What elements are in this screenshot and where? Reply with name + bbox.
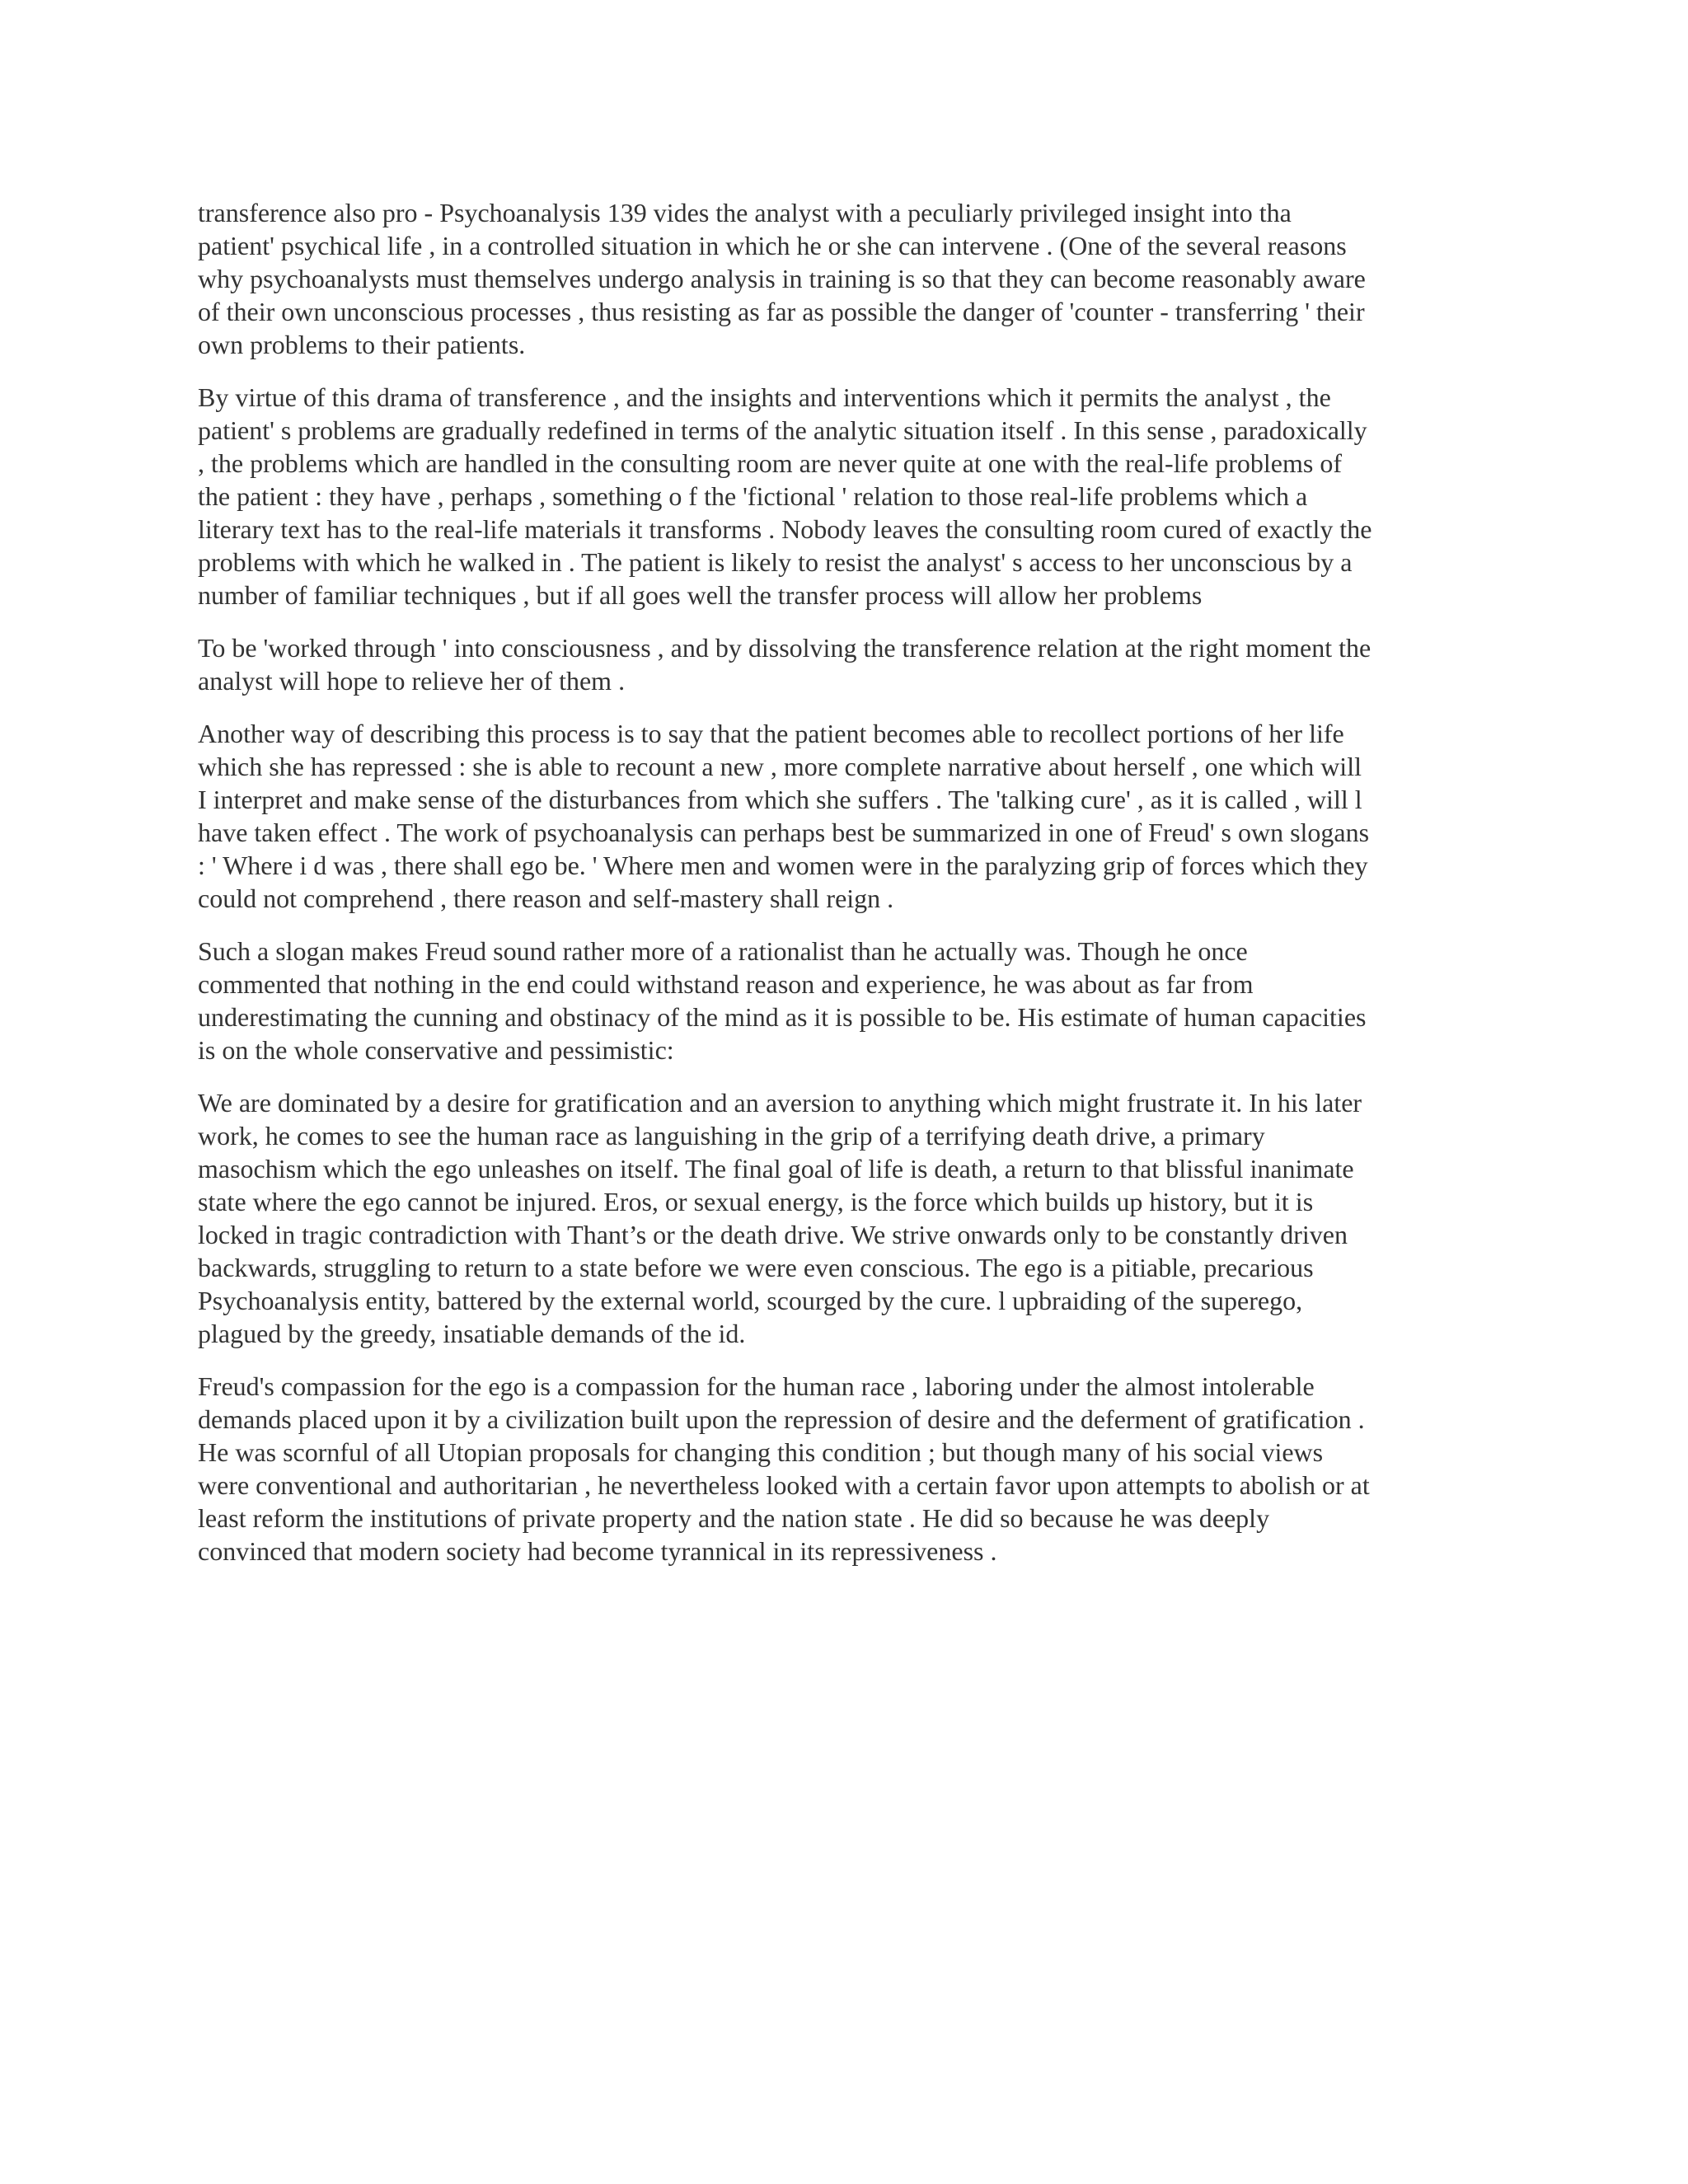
text-line: Such a slogan makes Freud sound rather more of a rationalist than he actually was. Though he once <box>198 936 1248 966</box>
text-line: could not comprehend , there reason and self-mastery shall reign . <box>198 883 894 913</box>
text-line: plagued by the greedy, insatiable demands of the id. <box>198 1319 746 1348</box>
text-line: To be 'worked through ' into consciousness , and by dissolving the transference relation at the right moment the <box>198 633 1372 663</box>
text-line: Another way of describing this process is to say that the patient becomes able to recollect portions of her life <box>198 719 1344 748</box>
text-line: the patient : they have , perhaps , something o f the 'fictional ' relation to those real-life problems which a <box>198 481 1308 511</box>
paragraph <box>198 196 1484 361</box>
text-line: why psychoanalysts must themselves undergo analysis in training is so that they can become reasonably aware <box>198 264 1366 293</box>
text-line: of their own unconscious processes , thus resisting as far as possible the danger of 'counter - transferring ' their <box>198 297 1365 326</box>
text-line: problems with which he walked in . The patient is likely to resist the analyst' s access to her unconscious by a <box>198 547 1353 577</box>
text-line: transference also pro - Psychoanalysis 139 vides the analyst with a peculiarly privileged insight into tha <box>198 198 1292 227</box>
text-line: number of familiar techniques , but if all goes well the transfer process will allow her problems <box>198 580 1203 610</box>
text-line: were conventional and authoritarian , he nevertheless looked with a certain favor upon attempts to abolish or at <box>198 1470 1370 1500</box>
text-line: literary text has to the real-life materials it transforms . Nobody leaves the consulting room cured of exactly the <box>198 514 1372 544</box>
paragraph <box>198 717 1484 915</box>
paragraph <box>198 1370 1484 1568</box>
text-line: He was scornful of all Utopian proposals for changing this condition ; but though many of his social views <box>198 1437 1324 1467</box>
text-line: patient' s problems are gradually redefined in terms of the analytic situation itself . In this sense , paradoxically <box>198 415 1367 445</box>
paragraph <box>198 631 1484 697</box>
text-line: : ' Where i d was , there shall ego be. ' Where men and women were in the paralyzing grip of forces which they <box>198 851 1368 880</box>
text-line: We are dominated by a desire for gratification and an aversion to anything which might frustrate it. In his later <box>198 1088 1362 1118</box>
text-line: locked in tragic contradiction with Thant’s or the death drive. We strive onwards only to be constantly driven <box>198 1220 1348 1249</box>
text-line: By virtue of this drama of transference , and the insights and interventions which it permits the analyst , the <box>198 382 1331 412</box>
text-line: work, he comes to see the human race as languishing in the grip of a terrifying death drive, a primary <box>198 1121 1265 1151</box>
text-line: , the problems which are handled in the consulting room are never quite at one with the real-life problems of <box>198 448 1342 478</box>
text-line: have taken effect . The work of psychoanalysis can perhaps best be summarized in one of Freud' s own slogans <box>198 818 1370 847</box>
text-line: convinced that modern society had become tyrannical in its repressiveness . <box>198 1536 997 1566</box>
text-line: demands placed upon it by a civilization built upon the repression of desire and the deferment of gratification . <box>198 1404 1365 1434</box>
text-line: is on the whole conservative and pessimistic: <box>198 1035 674 1065</box>
text-line: patient' psychical life , in a controlled situation in which he or she can intervene . (One of the several reasons <box>198 231 1347 260</box>
text-line: Psychoanalysis entity, battered by the external world, scourged by the cure. l upbraiding of the superego, <box>198 1286 1303 1315</box>
document-body <box>198 196 1484 1587</box>
text-line: backwards, struggling to return to a state before we were even conscious. The ego is a pitiable, precarious <box>198 1253 1314 1282</box>
paragraph <box>198 935 1484 1066</box>
text-line: Freud's compassion for the ego is a compassion for the human race , laboring under the almost intolerable <box>198 1371 1315 1401</box>
text-line: state where the ego cannot be injured. Eros, or sexual energy, is the force which builds up history, but it is <box>198 1187 1314 1216</box>
text-line: masochism which the ego unleashes on itself. The final goal of life is death, a return to that blissful inanimate <box>198 1154 1354 1183</box>
text-line: which she has repressed : she is able to recount a new , more complete narrative about herself , one which will <box>198 752 1362 781</box>
text-line: underestimating the cunning and obstinacy of the mind as it is possible to be. His estimate of human capacities <box>198 1002 1367 1032</box>
text-line: least reform the institutions of private property and the nation state . He did so because he was deeply <box>198 1503 1270 1533</box>
paragraph <box>198 381 1484 612</box>
paragraph <box>198 1086 1484 1350</box>
text-line: commented that nothing in the end could withstand reason and experience, he was about as far from <box>198 969 1254 999</box>
text-line: analyst will hope to relieve her of them . <box>198 666 626 696</box>
text-line: I interpret and make sense of the disturbances from which she suffers . The 'talking cure' , as it is called , will l <box>198 785 1362 814</box>
text-line: own problems to their patients. <box>198 330 526 359</box>
